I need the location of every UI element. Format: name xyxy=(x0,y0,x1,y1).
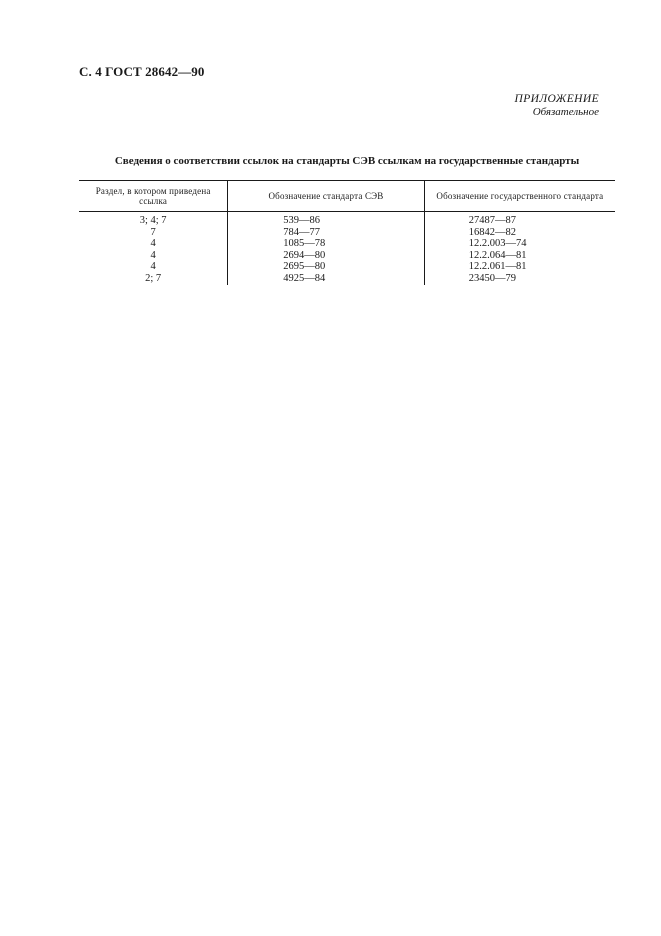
sev-standard-cell: 2694—80 xyxy=(228,250,424,262)
reference-table xyxy=(79,180,615,285)
column-header-section: Раздел, в котором приведена ссылка xyxy=(79,181,228,212)
table-row xyxy=(79,212,615,227)
column-header-state-standard: Обозначение государственного стандарта xyxy=(424,181,615,212)
table-row xyxy=(79,261,615,273)
table-row xyxy=(79,227,615,239)
state-standard-cell: 12.2.061—81 xyxy=(468,261,527,273)
appendix-title: ПРИЛОЖЕНИЕ xyxy=(514,93,599,105)
sev-standard-cell: 1085—78 xyxy=(228,238,424,250)
table-header-row xyxy=(79,181,615,212)
sev-standard-cell: 4925—84 xyxy=(228,273,424,285)
appendix-subtitle: Обязательное xyxy=(532,106,599,118)
state-standard-cell: 12.2.064—81 xyxy=(468,249,527,261)
page-header: С. 4 ГОСТ 28642—90 xyxy=(79,64,205,79)
table-row xyxy=(79,238,615,250)
column-header-sev-standard: Обозначение стандарта СЭВ xyxy=(228,181,424,212)
section-cell: 4 xyxy=(150,261,156,273)
section-cell: 3; 4; 7 xyxy=(139,215,167,226)
table-caption: Сведения о соответствии ссылок на стандарты СЭВ ссылкам на государственные стандарты xyxy=(114,155,580,167)
sev-standard-cell: 539—86 xyxy=(228,212,424,227)
table-row xyxy=(79,273,615,285)
section-cell: 2; 7 xyxy=(145,272,162,284)
appendix-label xyxy=(515,93,599,119)
state-standard-cell: 23450—79 xyxy=(468,272,516,284)
table-row xyxy=(79,250,615,262)
sev-standard-cell: 2695—80 xyxy=(228,261,424,273)
state-standard-cell: 27487—87 xyxy=(468,215,516,226)
section-cell: 4 xyxy=(150,238,156,250)
sev-standard-cell: 784—77 xyxy=(228,227,424,239)
section-cell: 7 xyxy=(150,226,156,238)
section-cell: 4 xyxy=(150,249,156,261)
state-standard-cell: 12.2.003—74 xyxy=(468,238,527,250)
state-standard-cell: 16842—82 xyxy=(468,226,516,238)
